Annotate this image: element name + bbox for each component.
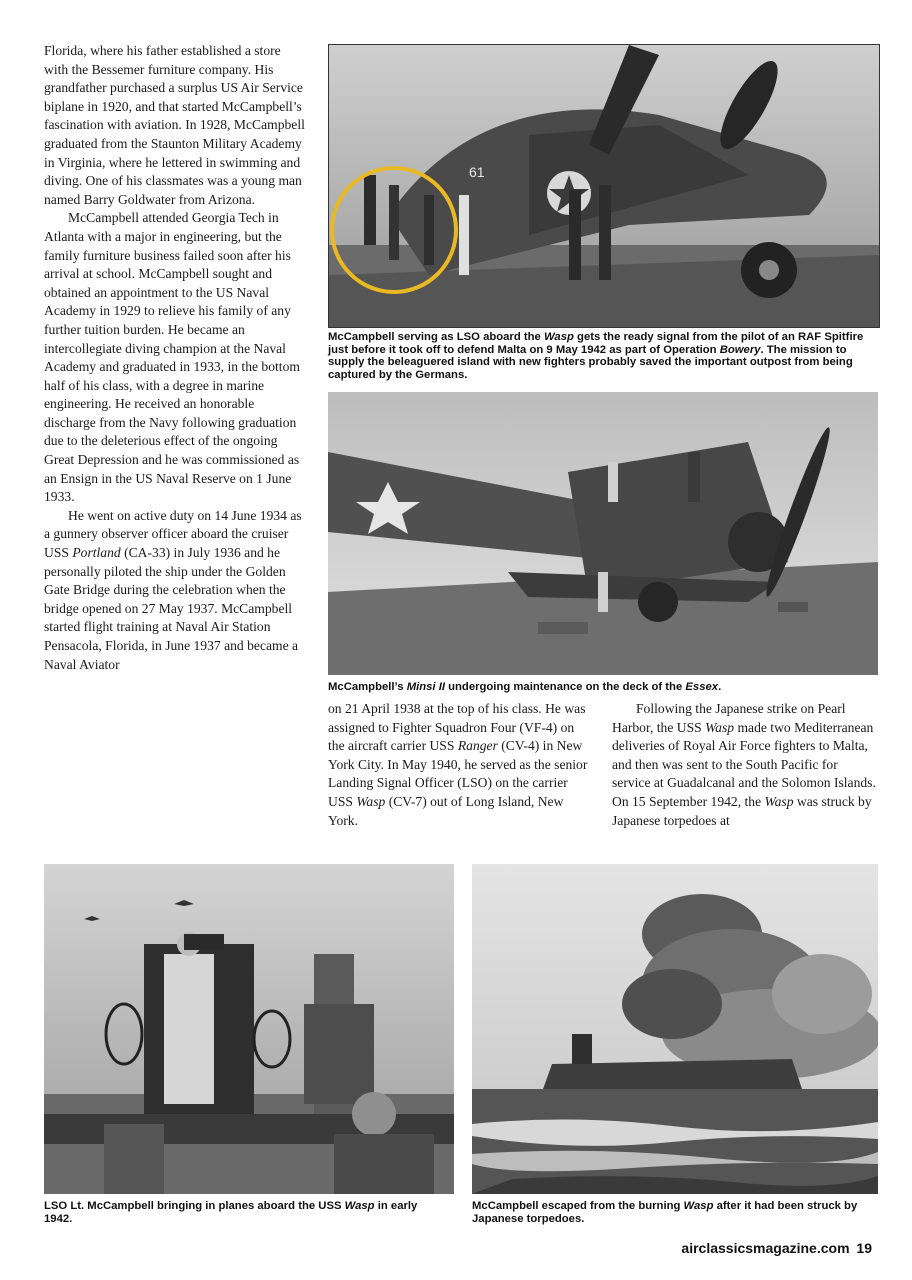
paragraph: Florida, where his father established a store with the Bessemer furniture company. His grandfather purchased a surplus US Air Service biplane in 1920, and that started McCampbell’s fascination with aviation. In 1928, McCampbell graduated from the Staunton Military Academy in Virginia, where he lettered in swimming and diving. One of his classmates was a young man named Barry Goldwater from Arizona. (44, 43, 305, 207)
left-text-column (44, 42, 308, 674)
right-text-column (612, 700, 878, 830)
caption-bottom-right: McCampbell escaped from the burning Wasp after it had been struck by Japanese torpedoes. (472, 1200, 858, 1225)
page-number: 19 (856, 1240, 872, 1256)
highlight-circle (332, 168, 456, 292)
photo-spitfire-launch (328, 44, 880, 328)
paragraph: He went on active duty on 14 June 1934 as a gunnery observer officer aboard the cruiser USS Portland (CA-33) in July 1936 and he personally piloted the ship under the Golden Gate Bridge during the celebration when the bridge opened on 27 May 1937. McCampbell started flight training at Naval Air Station Pensacola, Florida, in June 1937 and became a Naval Aviator (44, 507, 302, 672)
caption-bottom-left: LSO Lt. McCampbell bringing in planes aboard the USS Wasp in early 1942. (44, 1200, 418, 1225)
page-footer (681, 1240, 872, 1256)
photo-lso-mccampbell (44, 864, 454, 1194)
tail-number: 61 (469, 164, 485, 180)
paragraph: McCampbell attended Georgia Tech in Atlanta with a major in engineering, but the family furniture business failed soon after his arrival at school. McCampbell sought and obtained an appointment to the US Naval Academy in 1929 to relieve his family of any further tuition burden. He became an intercollegiate diving champion at the Naval Academy and graduated in 1933, in the bottom half of his class, with a degree in marine engineering. He received an honorable discharge from the Navy following graduation due to the deleterious effect of the ongoing Great Depression and he was commissioned as an Ensign in the US Naval Reserve on 1 June 1933. (44, 210, 300, 505)
paragraph: Following the Japanese strike on Pearl Harbor, the USS Wasp made two Mediterranean deliveries of Royal Air Force fighters to Malta, and then was sent to the South Pacific for service at Guadalcanal and the Solomon Islands. On 15 September 1942, the Wasp was struck by Japanese torpedoes at (612, 701, 876, 828)
photo-minsi-ii (328, 392, 878, 675)
caption-top: McCampbell serving as LSO aboard the Wasp gets the ready signal from the pilot of an RAF Spitfire just before it took off to defend Malta on 9 May 1942 as part of Operation Bowery. The mission to supply the beleaguered island with new fighters probably saved the important outpost from being captured by the Germans. (328, 331, 864, 381)
photo-burning-wasp (472, 864, 878, 1194)
caption-middle: McCampbell’s Minsi II undergoing maintenance on the deck of the Essex. (328, 681, 722, 693)
middle-text-column (328, 700, 590, 830)
website-url: airclassicsmagazine.com (681, 1240, 850, 1256)
paragraph: on 21 April 1938 at the top of his class. He was assigned to Fighter Squadron Four (VF-4) on the aircraft carrier USS Ranger (CV-4) in New York City. In May 1940, he served as the senior Landing Signal Officer (LSO) on the carrier USS Wasp (CV-7) out of Long Island, New York. (328, 701, 588, 828)
